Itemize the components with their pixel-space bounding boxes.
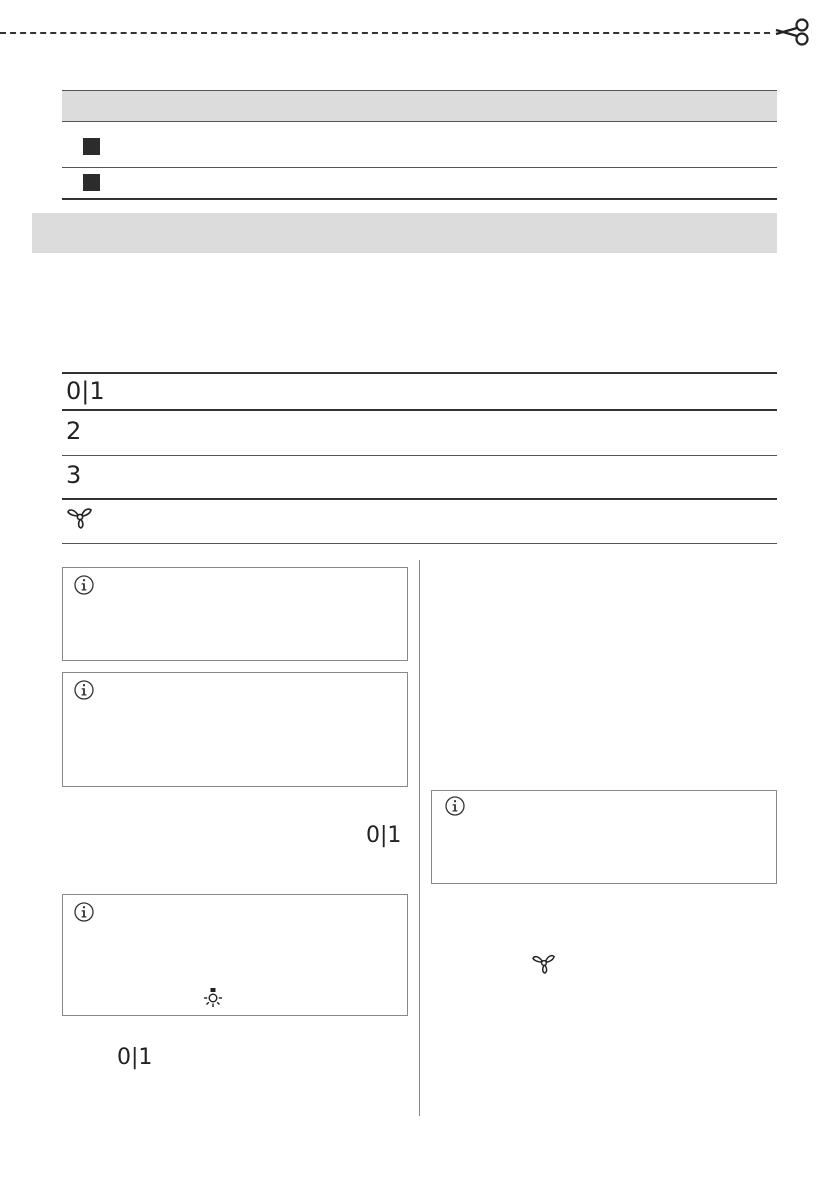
table-bottom-rule [62, 198, 777, 200]
speed-2-symbol: 2 [66, 417, 82, 445]
power-symbol-inline: 0|1 [366, 823, 402, 848]
info-box [62, 894, 408, 1016]
power-symbol-step: 0|1 [117, 1045, 153, 1070]
square-indicator-icon [83, 174, 100, 191]
column-divider [419, 560, 420, 1116]
info-box [431, 790, 777, 884]
control-table-top-rule [62, 372, 777, 374]
info-icon [74, 575, 94, 595]
control-table-row-divider [62, 498, 777, 500]
control-table-row-divider [62, 455, 777, 456]
fan-icon [531, 952, 557, 974]
light-bulb-icon [201, 987, 225, 1011]
table-header-row [62, 90, 777, 122]
control-table-bottom-rule [62, 543, 777, 544]
info-box [62, 672, 408, 787]
info-icon [445, 796, 465, 816]
cut-line [0, 32, 770, 34]
control-table-row-divider [62, 409, 777, 411]
power-symbol: 0|1 [66, 377, 105, 405]
square-indicator-icon [83, 138, 100, 155]
fan-icon [66, 505, 94, 529]
section-heading-band [32, 213, 777, 253]
info-box [62, 567, 408, 661]
info-icon [74, 902, 94, 922]
speed-3-symbol: 3 [66, 461, 82, 489]
scissors-icon [772, 17, 812, 47]
info-icon [74, 680, 94, 700]
table-row-divider [62, 167, 777, 168]
